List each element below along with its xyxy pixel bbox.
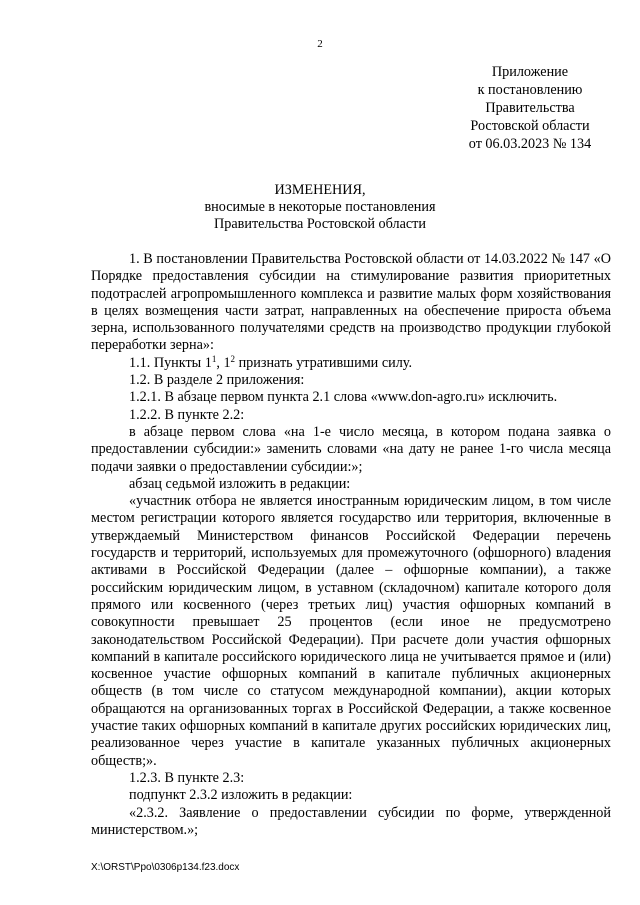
file-path-footer: X:\ORST\Ppo\0306p134.f23.docx	[91, 862, 240, 873]
document-body	[91, 251, 611, 839]
document-heading: ИЗМЕНЕНИЯ,	[274, 182, 366, 198]
document-subtitle: Правительства Ростовской области	[214, 216, 426, 232]
title-block	[0, 182, 640, 233]
paragraph: «2.3.2. Заявление о предоставлении субсидии по форме, утвержденной министерством.»;	[91, 804, 611, 838]
paragraph: «участник отбора не является иностранным юридическим лицом, в том числе местом регистрации которого является государство или территория, включенные в утверждаемый Министерством финансов Российской Федерации перечень государств и территорий, используемых для промежуточного (офшорного) владения активами в Российской Федерации (далее – офшорные компании), а также российским юридическим лицом, в уставном (складочном) капитале которого доля прямого или косвенного (через третьих лиц) участия офшорных компаний в совокупности превышает 25 процентов (если иное не предусмотрено законодательством Российской Федерации). При расчете доли участия офшорных компаний в капитале российского юридического лица не учитывается прямое и (или) косвенное участие офшорных компаний в капитале публичных акционерных обществ (в том числе со статусом международной компании), акции которых обращаются на организованных торгах в Российской Федерации, а также косвенное участие таких офшорных компаний в капитале других российских юридических лиц, реализованное через участие в капитале указанных публичных акционерных обществ;».	[91, 493, 611, 769]
appendix-line: Ростовской области	[470, 118, 590, 134]
document-subtitle: вносимые в некоторые постановления	[204, 199, 436, 215]
paragraph: в абзаце первом слова «на 1-е число месяца, в котором подана заявка о предоставлении субсидии:» заменить словами «на дату не ранее 1-го числа месяца подачи заявки о предоставлении субсидии:»;	[91, 423, 611, 475]
appendix-line: Правительства	[485, 100, 575, 116]
appendix-date-line: от 06.03.2023 № 134	[468, 136, 592, 152]
paragraph: 1.2. В разделе 2 приложения:	[129, 372, 305, 389]
appendix-line: Приложение	[491, 64, 569, 80]
appendix-line: к постановлению	[477, 82, 583, 98]
paragraph: абзац седьмой изложить в редакции:	[129, 475, 351, 492]
paragraph: 1. В постановлении Правительства Ростовской области от 14.03.2022 № 147 «О Порядке предоставления субсидии на стимулирование развития приоритетных подотраслей агропромышленного комплекса и развитие малых форм хозяйствования в целях возмещения части затрат, направленных на обеспечение прироста объема зерна, использованного получателями средств на производство продукции глубокой переработки зерна»:	[91, 251, 611, 354]
paragraph: 1.2.3. В пункте 2.3:	[129, 769, 245, 786]
paragraph: подпункт 2.3.2 изложить в редакции:	[129, 787, 353, 804]
appendix-block	[430, 63, 630, 153]
paragraph: 1.2.2. В пункте 2.2:	[129, 406, 245, 423]
page-number: 2	[317, 38, 323, 50]
paragraph: 1.1. Пункты $1^1$, $1^2$ признать утратившими силу.	[129, 353, 413, 371]
paragraph: 1.2.1. В абзаце первом пункта 2.1 слова «www.don-agro.ru» исключить.	[129, 389, 558, 406]
